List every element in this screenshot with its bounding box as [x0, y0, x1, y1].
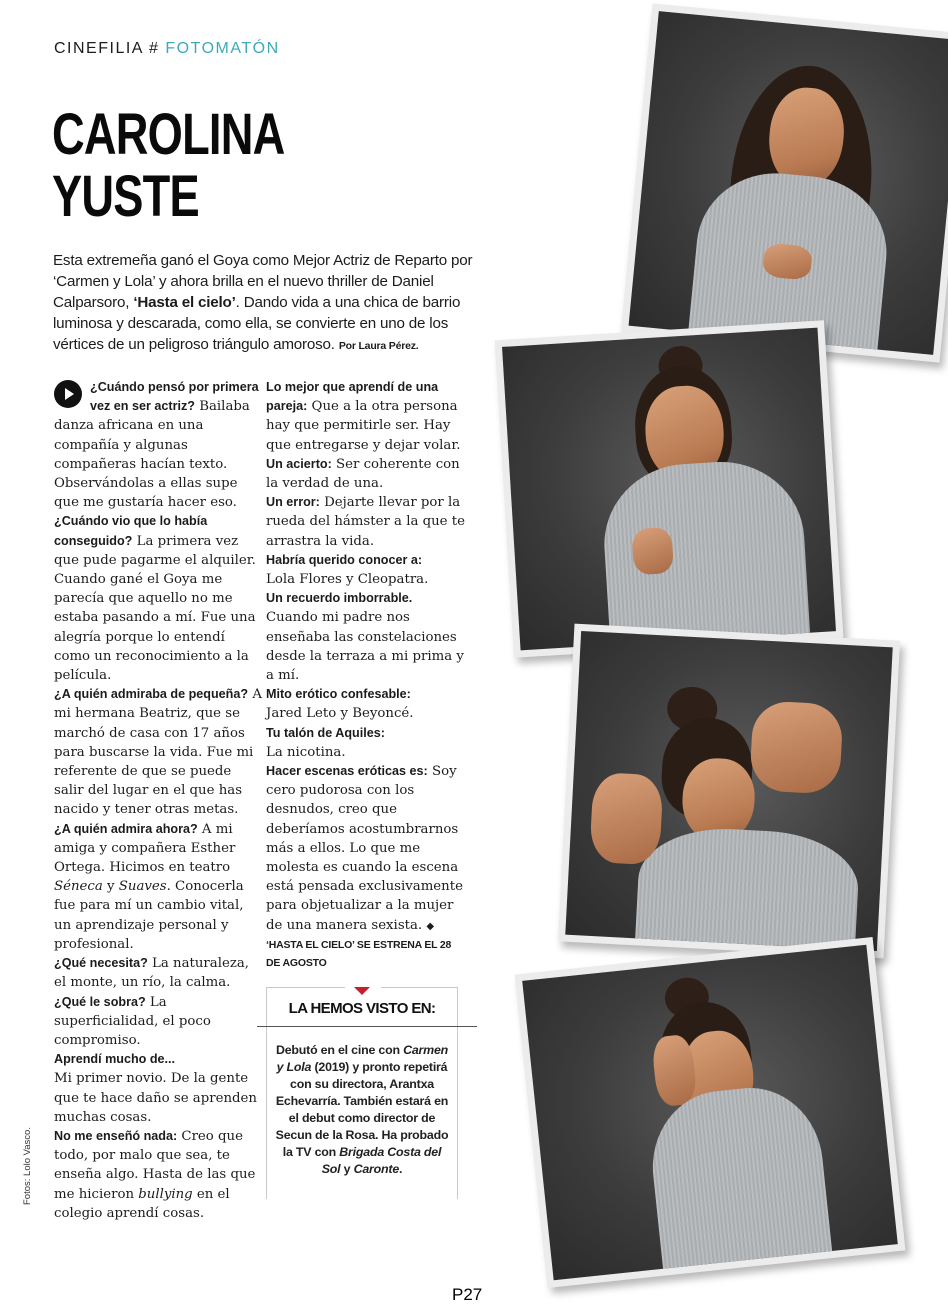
photo-credit: Fotos: Lolo Vasco. [22, 1127, 33, 1205]
sweater-shape [645, 1081, 833, 1280]
qa-item [266, 455, 466, 493]
question: No me enseñó nada: [54, 1128, 178, 1143]
photo-image [502, 328, 836, 651]
byline: Por Laura Pérez. [338, 340, 419, 352]
question: ¿Cuándo pensó por primera vez en ser actriz? [90, 380, 259, 414]
qa-item [266, 589, 466, 685]
play-icon [54, 380, 82, 408]
page-number: P27 [452, 1285, 483, 1304]
answer: Dejarte llevar por la rueda del hámster a la que te arrastra la vida. [266, 495, 465, 549]
answer: La primera vez que pude pagarme el alquiler. Cuando gané el Goya me parecía que aquello no me estaba pasando a mí. Fue una alegría porque lo entendí como un reconocimiento a la película. [54, 533, 256, 684]
answer: Lola Flores y Cleopatra. [266, 572, 429, 588]
answer: A mi hermana Beatriz, que se marchó de casa con 17 años para buscarse la vida. Fue mi referente de que se puede salir del lugar en el que has nacido y tener otras metas. [54, 687, 262, 818]
title-line-1: CAROLINA [52, 102, 285, 167]
hand-shape [631, 527, 674, 575]
photo-1 [621, 3, 948, 362]
seen-in-box [266, 987, 458, 1199]
question: Aprendí mucho de... [54, 1052, 176, 1067]
qa-item [54, 1127, 264, 1223]
answer: Jared Leto y Beyoncé. [266, 706, 414, 722]
answer: Ser coherente con la verdad de una. [266, 456, 460, 492]
intro-text-2: . Dando vida a una chica de barrio luminosa y descarada, como ella, se convierte en uno de los vértices de un peligroso triángulo amoroso. [53, 294, 461, 353]
play-title: Suaves [118, 879, 167, 895]
photo-image [565, 631, 892, 951]
photo-image [522, 945, 898, 1281]
answer: Que a la otra persona hay que permitirle ser. Hay que entregarse y dejar volar. [266, 399, 461, 453]
question: Un recuerdo imborrable. [266, 591, 413, 606]
qa-item [266, 762, 466, 936]
play-title: Séneca [54, 879, 103, 895]
qa-item [54, 378, 264, 512]
qa-item [266, 378, 466, 455]
divider [257, 1026, 477, 1027]
intro-paragraph [53, 250, 493, 357]
section-label [54, 40, 280, 58]
sweater-shape [600, 457, 811, 650]
box-title: LA HEMOS VISTO EN: [288, 1000, 436, 1017]
title-line-2: YUSTE [52, 164, 199, 229]
photo-2 [495, 320, 844, 658]
box-text: Debutó en el cine con [275, 1043, 404, 1057]
qa-item [54, 954, 264, 992]
qa-item [54, 512, 264, 685]
arrow-down-icon [354, 987, 370, 995]
qa-item [54, 1050, 264, 1127]
hand-shape [589, 772, 664, 866]
box-text: y [340, 1162, 354, 1176]
italic-term: bullying [138, 1186, 193, 1202]
release-note: ‘HASTA EL CIELO’ SE ESTRENA EL 28 DE AGOSTO [266, 938, 452, 969]
answer: Creo que todo, por malo que sea, te enseña algo. Hasta de las que me hicieron [54, 1128, 256, 1202]
question: ¿Cuándo vio que lo había conseguido? [54, 514, 208, 548]
qa-item [54, 685, 264, 819]
interview-column-1 [54, 378, 264, 1223]
photo-image [629, 11, 948, 355]
subsection-name: FOTOMATÓN [165, 40, 280, 57]
question: ¿A quién admiraba de pequeña? [54, 687, 249, 702]
question: ¿Qué necesita? [54, 956, 148, 971]
answer: en el colegio aprendí cosas. [54, 1186, 230, 1221]
box-text: . [399, 1162, 403, 1176]
qa-item [54, 993, 264, 1051]
qa-item [266, 551, 466, 589]
question: Tu talón de Aquiles: [266, 725, 385, 740]
page-title [52, 104, 285, 228]
qa-item [54, 820, 264, 954]
end-diamond-icon: ◆ [426, 920, 435, 932]
section-separator: # [149, 40, 160, 57]
tv-title: Caronte [353, 1162, 400, 1176]
question: Lo mejor que aprendí de una pareja: [266, 380, 439, 414]
answer: La superficialidad, el poco compromiso. [54, 994, 211, 1048]
section-name: CINEFILIA [54, 40, 144, 57]
photo-4 [515, 937, 906, 1288]
film-title: Carmen y Lola [276, 1043, 449, 1074]
tv-title: Brigada Costa del Sol [321, 1145, 442, 1176]
box-text: (2019) y pronto repetirá con su directora, Arantxa Echevarría. También estará en el debut como director de Secun de la Rosa. Ha probado la TV con [275, 1060, 449, 1159]
question: ¿Qué le sobra? [54, 994, 146, 1009]
hand-shape [749, 700, 844, 795]
box-body [275, 1042, 449, 1178]
sweater-shape [634, 824, 861, 951]
answer-connector: y [102, 879, 119, 895]
interview-column-2 [266, 378, 466, 972]
qa-item [266, 685, 466, 723]
answer: Cuando mi padre nos enseñaba las constelaciones desde la terraza a mi prima y a mí. [266, 610, 464, 684]
photo-3 [558, 624, 900, 959]
question: Mito erótico confesable: [266, 687, 411, 702]
answer: A mi amiga y compañera Esther Ortega. Hicimos en teatro [54, 821, 236, 876]
question: Habría querido conocer a: [266, 552, 423, 567]
question: Un acierto: [266, 456, 332, 471]
question: ¿A quién admira ahora? [54, 821, 198, 836]
film-title: ‘Hasta el cielo’ [133, 294, 236, 311]
qa-item [266, 724, 466, 762]
qa-item [266, 493, 466, 551]
question: Hacer escenas eróticas es: [266, 764, 428, 779]
answer: La nicotina. [266, 744, 346, 760]
answer: Soy cero pudorosa con los desnudos, creo que deberíamos acostumbrarnos más a ellos. Lo que me molesta es cuando la escena está pensada exclusivamente para objetualizar a la mujer de una manera sexista. [266, 764, 463, 933]
question: Un error: [266, 495, 320, 510]
answer: Bailaba danza africana en una compañía y algunas compañeras hacían texto. Observándolas a ellas supe que me gustaría hacer eso. [54, 399, 250, 511]
answer: La naturaleza, el monte, un río, la calma. [54, 956, 249, 991]
intro-text: Esta extremeña ganó el Goya como Mejor Actriz de Reparto por ‘Carmen y Lola’ y ahora brilla en el nuevo thriller de Daniel Calparsoro, [53, 252, 473, 311]
answer: . Conocerla fue para mí un cambio vital, un aprendizaje personal y profesional. [54, 879, 244, 952]
answer: Mi primer novio. De la gente que te hace daño se aprenden muchas cosas. [54, 1071, 257, 1125]
